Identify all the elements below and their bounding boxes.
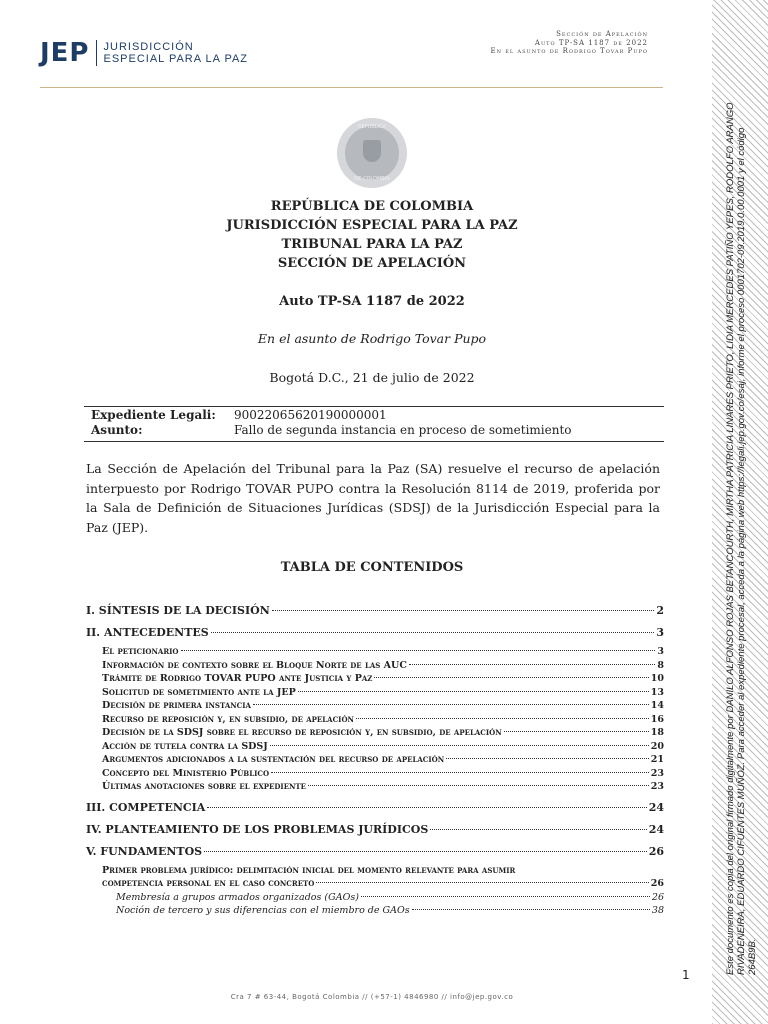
toc-entry[interactable] xyxy=(86,740,664,754)
toc-title: TABLA DE CONTENIDOS xyxy=(280,560,464,575)
toc-entry[interactable] xyxy=(86,699,664,713)
title-line: SECCIÓN DE APELACIÓN xyxy=(277,256,467,271)
toc-entry[interactable] xyxy=(86,645,664,659)
toc-page-number: 21 xyxy=(650,754,664,765)
toc-page-number: 3 xyxy=(656,626,664,639)
seal-top-text: REPÚBLICA xyxy=(358,124,386,130)
toc-entry-line xyxy=(86,603,664,619)
shield-icon xyxy=(363,140,381,162)
toc-page-number: 24 xyxy=(648,822,664,836)
toc-entry[interactable] xyxy=(86,767,664,781)
digital-signature-note: Este documento es copia del original firmado digitalmente por DANILO ALFONSO ROJAS BETANCOURTH, MIRTHA PATRICIA LINARES PRIETO, LIDIA MERCEDES PATIÑO YEPES, RODOLFO ARANGO RIVADENEIRA, EDUARDO CIFUENTES MUÑOZ. Para acceder al expediente procesal, acceda a la página web https://legali.jep.gov.co/esaj, informe el proceso 0001702-09.2019.0.00.0001 y el código 264B9B. xyxy=(725,102,758,975)
toc-leader-dots xyxy=(316,882,648,883)
toc-entry-text: Trámite de Rodrigo TOVAR PUPO ante Justicia y Paz xyxy=(102,673,373,684)
toc-entry-line xyxy=(102,672,664,686)
toc-entry-text: Concepto del Ministerio Público xyxy=(102,767,270,779)
toc-entry-text: Acción de tutela contra la SDSJ xyxy=(102,740,268,752)
toc-page-number: 26 xyxy=(648,844,664,858)
toc-entry-text: Primer problema jurídico: delimitación inicial del momento relevante para asumir xyxy=(102,864,516,876)
case-info-row xyxy=(84,408,664,423)
toc-entry-text: Noción de tercero y sus diferencias con el miembro de GAOs xyxy=(116,905,410,916)
toc-entry[interactable] xyxy=(86,726,664,740)
toc-leader-dots xyxy=(430,829,646,830)
toc-entry-text: El peticionario xyxy=(102,646,179,657)
toc-entry[interactable] xyxy=(86,864,664,891)
toc-page-number: 26 xyxy=(651,891,664,903)
toc-entry[interactable] xyxy=(86,603,664,619)
toc-entry-line xyxy=(86,844,664,860)
toc-leader-dots xyxy=(374,677,648,678)
toc-entry-line xyxy=(102,780,664,794)
toc-entry-text: IV. PLANTEAMIENTO DE LOS PROBLEMAS JURÍDICOS xyxy=(86,822,429,836)
jep-logo xyxy=(40,38,248,68)
toc-entry-text: competencia personal en el caso concreto xyxy=(102,878,315,889)
toc-page-number: 23 xyxy=(650,781,664,792)
toc-entry-line xyxy=(86,822,664,838)
date-line: Bogotá D.C., 21 de julio de 2022 xyxy=(269,370,475,385)
toc-page-number: 20 xyxy=(650,740,664,752)
toc-entry[interactable] xyxy=(86,844,664,860)
toc-entry-text: V. FUNDAMENTOS xyxy=(86,844,203,858)
toc-leader-dots xyxy=(412,909,650,910)
asunto-label: Asunto: xyxy=(91,423,143,437)
toc-entry-text: II. ANTECEDENTES xyxy=(86,626,209,639)
coat-of-arms-seal xyxy=(337,118,407,188)
toc-entry-line xyxy=(102,713,664,727)
logo-text xyxy=(104,41,249,65)
running-header-line3: En el asunto de Rodrigo Tovar Pupo xyxy=(490,47,648,55)
header-divider xyxy=(40,87,663,88)
toc-page-number: 18 xyxy=(650,727,664,738)
toc-entry[interactable] xyxy=(86,904,664,918)
toc-entry-text: Decisión de primera instancia xyxy=(102,700,251,711)
toc-entry[interactable] xyxy=(86,822,664,838)
toc-entry-line xyxy=(102,726,664,740)
toc-page-number: 2 xyxy=(656,604,664,617)
toc-entry-line xyxy=(86,800,664,816)
toc-entry-line xyxy=(102,767,664,781)
toc-entry-line xyxy=(86,625,664,641)
toc-leader-dots xyxy=(504,731,649,732)
asunto-value: Fallo de segunda instancia en proceso de sometimiento xyxy=(234,423,572,437)
title-line: REPÚBLICA DE COLOMBIA xyxy=(270,199,474,214)
toc-leader-dots xyxy=(308,785,649,786)
toc-page-number: 24 xyxy=(648,800,664,814)
case-info-box xyxy=(84,406,664,442)
toc-leader-dots xyxy=(271,772,649,773)
toc-entry-line xyxy=(102,686,664,700)
toc-entry-text: Membresía a grupos armados organizados (GAOs) xyxy=(116,891,359,903)
footer-address: Cra 7 # 63-44, Bogotá Colombia // (+57-1) 4846980 // info@jep.gov.co xyxy=(230,993,514,1001)
toc-entry-text: Decisión de la SDSJ sobre el recurso de reposición y, en subsidio, de apelación xyxy=(102,727,502,738)
running-header xyxy=(491,30,648,56)
toc-entry[interactable] xyxy=(86,713,664,727)
toc-page-number: 38 xyxy=(651,905,664,916)
toc-entry-text: Argumentos adicionados a la sustentación del recurso de apelación xyxy=(102,754,445,765)
toc-leader-dots xyxy=(253,704,649,705)
toc-entry-text: III. COMPETENCIA xyxy=(86,800,206,814)
running-header-line2: Auto TP-SA 1187 de 2022 xyxy=(534,38,648,47)
toc-entry-line xyxy=(102,659,664,673)
toc-entry[interactable] xyxy=(86,659,664,673)
auto-number: Auto TP-SA 1187 de 2022 xyxy=(279,294,465,309)
page-number: 1 xyxy=(682,968,690,982)
toc-entry[interactable] xyxy=(86,672,664,686)
toc-entry-line xyxy=(102,699,664,713)
toc-leader-dots xyxy=(207,807,646,808)
toc-entry-line xyxy=(116,891,664,905)
toc-entry-text: I. SÍNTESIS DE LA DECISIÓN xyxy=(86,604,270,617)
case-subject: En el asunto de Rodrigo Tovar Pupo xyxy=(257,331,487,346)
case-info-row xyxy=(84,423,664,438)
expediente-value: 9002206562019000000​1 xyxy=(234,408,387,422)
toc-leader-dots xyxy=(270,745,649,746)
toc-page-number: 10 xyxy=(650,673,664,684)
toc-leader-dots xyxy=(409,664,655,665)
table-of-contents xyxy=(86,603,664,918)
toc-entry-text: Solicitud de sometimiento ante la JEP xyxy=(102,686,296,698)
toc-entry[interactable] xyxy=(86,891,664,905)
toc-entry-line xyxy=(102,740,664,754)
toc-entry[interactable] xyxy=(86,800,664,816)
toc-entry[interactable] xyxy=(86,753,664,767)
logo-mark: JEP xyxy=(40,38,90,68)
toc-leader-dots xyxy=(298,691,649,692)
toc-entry-line xyxy=(116,904,664,918)
logo-divider xyxy=(96,40,97,66)
toc-entry-text: Recurso de reposición y, en subsidio, de apelación xyxy=(102,713,354,725)
toc-entry-text: Últimas anotaciones sobre el expediente xyxy=(102,781,306,792)
toc-leader-dots xyxy=(204,851,647,852)
toc-page-number: 26 xyxy=(650,878,664,889)
toc-entry[interactable] xyxy=(86,625,664,641)
title-line: TRIBUNAL PARA LA PAZ xyxy=(281,237,463,252)
logo-line1: JURISDICCIÓN xyxy=(103,41,194,53)
toc-leader-dots xyxy=(446,758,649,759)
toc-leader-dots xyxy=(181,650,656,651)
title-line: JURISDICCIÓN ESPECIAL PARA LA PAZ xyxy=(226,218,518,233)
toc-page-number: 13 xyxy=(650,686,664,698)
toc-page-number: 14 xyxy=(650,700,664,711)
toc-leader-dots xyxy=(356,718,649,719)
toc-entry-line xyxy=(102,877,664,891)
expediente-label: Expediente Legali: xyxy=(91,408,216,422)
toc-entry-text: Información de contexto sobre el Bloque Norte de las AUC xyxy=(102,659,407,671)
toc-page-number: 8 xyxy=(657,659,664,671)
toc-entry-line xyxy=(102,645,664,659)
seal-bottom-text: DE COLOMBIA xyxy=(354,176,390,182)
document-titles xyxy=(0,197,744,273)
toc-entry[interactable] xyxy=(86,780,664,794)
toc-entry-line xyxy=(102,753,664,767)
toc-page-number: 3 xyxy=(657,646,664,657)
toc-leader-dots xyxy=(361,896,650,897)
logo-line2: ESPECIAL PARA LA PAZ xyxy=(103,53,249,65)
toc-leader-dots xyxy=(211,632,655,633)
running-header-line1: Sección de Apelación xyxy=(556,30,648,38)
toc-entry[interactable] xyxy=(86,686,664,700)
toc-page-number: 23 xyxy=(650,767,664,779)
toc-page-number: 16 xyxy=(650,713,664,725)
intro-paragraph: La Sección de Apelación del Tribunal para la Paz (SA) resuelve el recurso de apelación interpuesto por Rodrigo TOVAR PUPO contra la Resolución 8114 de 2019, proferida por la Sala de Definición de Situaciones Jurídicas (SDSJ) de la Jurisdicción Especial para la Paz (JEP). xyxy=(86,461,660,535)
toc-leader-dots xyxy=(272,610,655,611)
